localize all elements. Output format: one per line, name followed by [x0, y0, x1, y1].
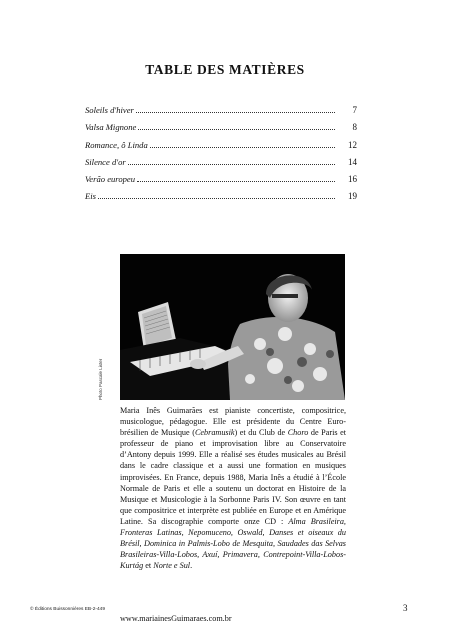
page-number: 3	[403, 603, 408, 613]
bio-text: de Paris et professeur de piano et improvisation libre au Conservatoire d’Antony depuis 1999. Elle a réalisé ses études musicales au Brésil dans le cadre classique et a aussi une formation en musiques improvisées. En France, depuis 1988, Maria Inês a étudié à l’École Normale de Paris et elle a soutenu un doctorat en Histoire de la Musique et Musicologie à la Sorbonne Paris IV. Son œuvre en tant que compositrice et interprète est publiée en Europe et en Amérique Latine. Sa discographie comporte onze CD :	[120, 428, 346, 526]
toc-entry[interactable]	[85, 184, 357, 201]
toc-entry-title: Romance, ô Linda	[85, 139, 148, 150]
pianist-photo	[120, 254, 345, 400]
toc-entry[interactable]	[85, 132, 357, 149]
bio-text: Maria Inês Guimarães est pianiste concertiste, compositrice, musicologue, pédagogue. Elle est présidente du Centre Euro-brésilien de Musique (	[120, 406, 346, 438]
table-of-contents	[85, 98, 357, 201]
toc-entry-page: 12	[348, 139, 357, 150]
bio-text: .	[190, 561, 193, 571]
toc-entry-page: 8	[352, 122, 357, 133]
copyright-notice: © Éditions Buissonnières EB-2-449	[30, 607, 105, 612]
toc-leader-dots	[128, 164, 335, 165]
page-title: TABLE DES MATIÈRES	[145, 62, 305, 77]
toc-entry[interactable]	[85, 115, 357, 132]
photo-credit: Photo Pascale Lister	[98, 358, 103, 400]
author-biography	[120, 405, 346, 571]
bio-emphasis: Norte e Sul	[153, 561, 191, 571]
toc-leader-dots	[98, 198, 335, 199]
toc-entry-page: 7	[352, 105, 357, 116]
toc-entry-page: 16	[348, 173, 357, 184]
bio-emphasis: Choro	[287, 428, 309, 438]
toc-entry-page: 19	[348, 191, 357, 202]
website-link[interactable]: www.mariainesGuimaraes.com.br	[120, 614, 232, 623]
toc-entry-title: Valsa Mignone	[85, 122, 137, 133]
bio-emphasis: Cebramusik	[194, 428, 235, 438]
toc-leader-dots	[150, 147, 335, 148]
toc-entry-title: Verão europeu	[85, 173, 136, 184]
toc-leader-dots	[137, 181, 335, 182]
toc-leader-dots	[138, 129, 335, 130]
toc-entry-title: Silence d'or	[85, 156, 126, 167]
toc-entry-page: 14	[348, 156, 357, 167]
toc-entry[interactable]	[85, 167, 357, 184]
bio-text: ) et du Club de	[234, 428, 288, 438]
bio-discography: Alma Brasileira, Fronteras Latinas, Nepomuceno, Oswald, Danses et oiseaux du Brésil, Dominica in Palmis-Lobo de Mesquita, Saudades das Selvas Brasileiras-Villa-Lobos, Axuí, Primavera, Contrepoint-Villa-Lobos-Kurtág	[120, 516, 346, 571]
bio-text: et	[143, 561, 154, 571]
toc-entry-title: Soleils d'hiver	[85, 105, 134, 116]
toc-entry[interactable]	[85, 98, 357, 115]
toc-entry[interactable]	[85, 150, 357, 167]
toc-entry-title: Eis	[85, 191, 96, 202]
toc-leader-dots	[136, 112, 335, 113]
